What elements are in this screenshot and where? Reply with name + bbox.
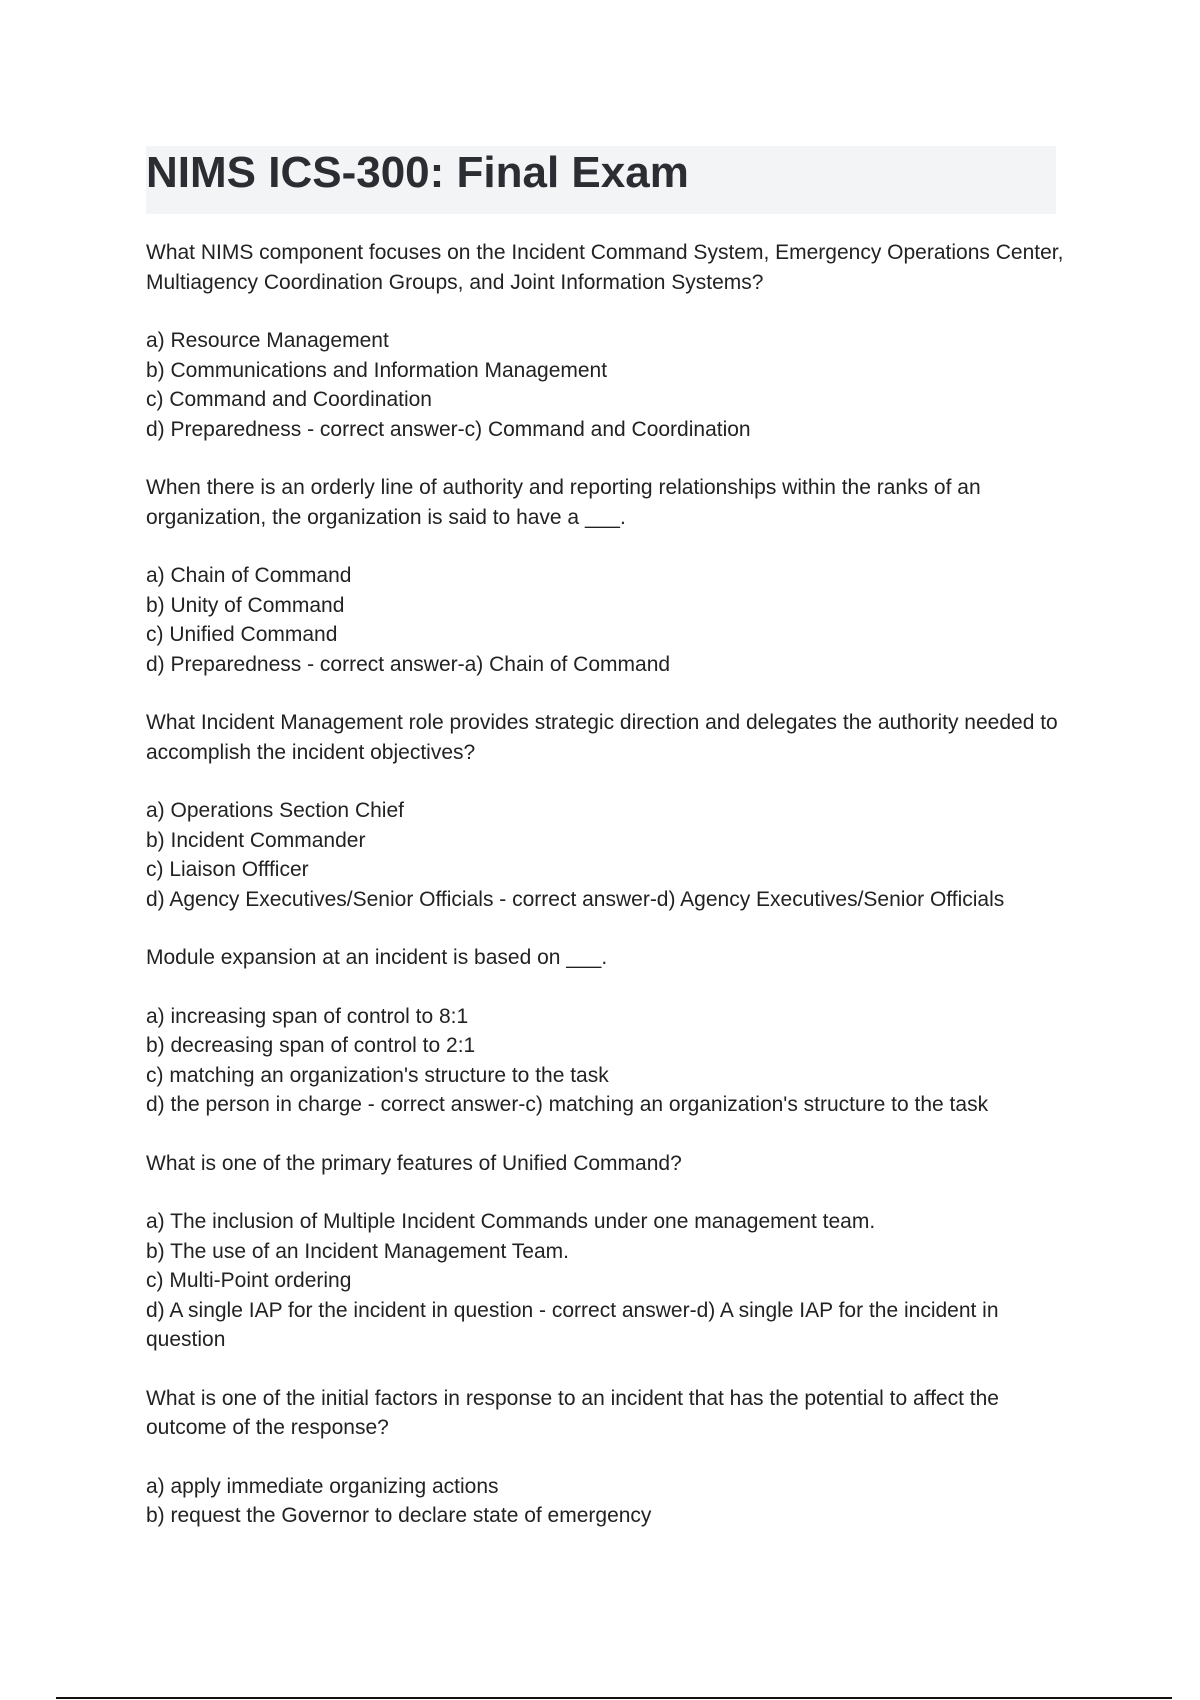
document-title: NIMS ICS-300: Final Exam bbox=[146, 148, 689, 197]
question-block bbox=[146, 1384, 1066, 1531]
answer-option: a) Resource Management bbox=[146, 329, 389, 352]
question-block bbox=[146, 708, 1066, 914]
question-text: What is one of the initial factors in response to an incident that has the potential to affect the outcome of the response? bbox=[146, 1386, 999, 1439]
answer-option: a) Operations Section Chief bbox=[146, 799, 404, 822]
answer-option: b) Unity of Command bbox=[146, 593, 345, 617]
answer-option: b) decreasing span of control to 2:1 bbox=[146, 1034, 476, 1057]
answer-option-with-correct-answer: d) Agency Executives/Senior Officials - correct answer-d) Agency Executives/Senior Officials bbox=[146, 887, 1005, 911]
question-block bbox=[146, 473, 1066, 679]
answer-option: a) The inclusion of Multiple Incident Commands under one management team. bbox=[146, 1210, 876, 1233]
answer-option: a) Chain of Command bbox=[146, 564, 352, 587]
answer-option: c) Liaison Offficer bbox=[146, 858, 309, 881]
answer-option: a) apply immediate organizing actions bbox=[146, 1474, 499, 1498]
question-text: Module expansion at an incident is based on ___. bbox=[146, 946, 608, 969]
question-list bbox=[146, 238, 1066, 1560]
answer-option-with-correct-answer: d) A single IAP for the incident in question - correct answer-d) A single IAP for the incident in question bbox=[146, 1298, 999, 1351]
answer-option: b) Communications and Information Management bbox=[146, 358, 608, 382]
question-text: What NIMS component focuses on the Incident Command System, Emergency Operations Center, Multiagency Coordination Groups, and Joint Information Systems? bbox=[146, 241, 1064, 294]
question-text: What is one of the primary features of Unified Command? bbox=[146, 1151, 682, 1175]
answer-option: a) increasing span of control to 8:1 bbox=[146, 1004, 469, 1028]
answer-option: c) Unified Command bbox=[146, 623, 338, 646]
page-bottom-divider bbox=[56, 1697, 1172, 1699]
answer-option-with-correct-answer: d) the person in charge - correct answer-c) matching an organization's structure to the task bbox=[146, 1093, 989, 1116]
answer-option: c) matching an organization's structure to the task bbox=[146, 1063, 609, 1087]
question-text: What Incident Management role provides strategic direction and delegates the authority needed to accomplish the incident objectives? bbox=[146, 711, 1058, 764]
answer-option: b) Incident Commander bbox=[146, 828, 366, 852]
question-block bbox=[146, 1149, 1066, 1355]
question-text: When there is an orderly line of authority and reporting relationships within the ranks of an organization, the organization is said to have a ___. bbox=[146, 476, 981, 529]
answer-option-with-correct-answer: d) Preparedness - correct answer-a) Chain of Command bbox=[146, 652, 671, 676]
answer-option: b) request the Governor to declare state of emergency bbox=[146, 1504, 652, 1527]
question-block bbox=[146, 943, 1066, 1120]
answer-option-with-correct-answer: d) Preparedness - correct answer-c) Command and Coordination bbox=[146, 417, 751, 441]
answer-option: c) Command and Coordination bbox=[146, 388, 432, 411]
answer-option: c) Multi-Point ordering bbox=[146, 1269, 352, 1292]
answer-option: b) The use of an Incident Management Team. bbox=[146, 1239, 569, 1263]
question-block bbox=[146, 238, 1066, 444]
